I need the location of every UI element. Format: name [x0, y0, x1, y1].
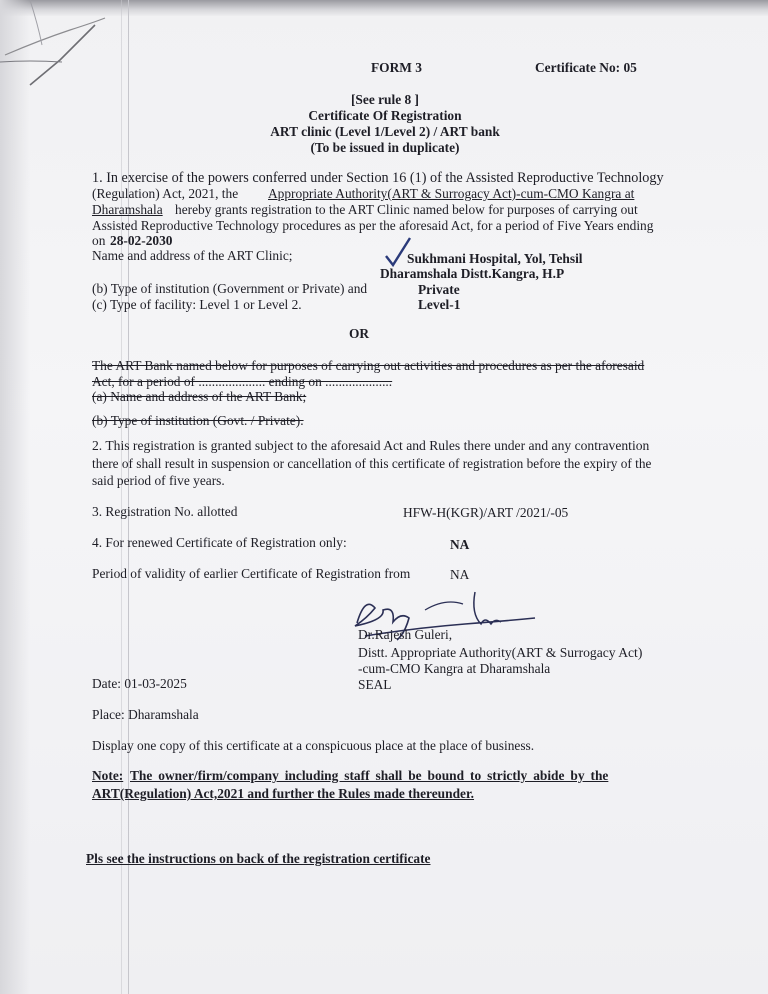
bank-line1: The ART Bank named below for purposes of carrying out activities and procedures as per the aforesaid	[92, 358, 645, 373]
margin-line	[128, 0, 129, 994]
para1-line3b: hereby grants registration to the ART Clinic named below for purposes of carrying out	[175, 202, 638, 217]
registration-number: HFW-H(KGR)/ART /2021/-05	[403, 505, 569, 520]
issue-date: Date: 01-03-2025	[92, 676, 187, 691]
signatory-designation: Distt. Appropriate Authority(ART & Surrogacy Act)	[358, 645, 643, 660]
authority-place: Dharamshala	[92, 202, 163, 217]
institution-value: Private	[418, 282, 460, 297]
or-separator: OR	[349, 326, 370, 341]
clinic-name-value: Sukhmani Hospital, Yol, Tehsil	[407, 251, 583, 266]
display-instruction: Display one copy of this certificate at a conspicuous place at the place of business.	[92, 738, 535, 753]
clinic-name-label: Name and address of the ART Clinic;	[92, 248, 293, 263]
para2-line3: said period of five years.	[92, 473, 225, 488]
para1-line1: 1. In exercise of the powers conferred under Section 16 (1) of the Assisted Reproductive Technology	[92, 170, 664, 186]
rule-reference: [See rule 8 ]	[350, 92, 420, 107]
binding-thread-mark	[0, 0, 120, 110]
note-line1: The owner/firm/company including staff shall be bound to strictly abide by the	[130, 768, 609, 783]
para2-line1: 2. This registration is granted subject to the aforesaid Act and Rules there under and any contravention	[92, 438, 650, 453]
note-label: Note:	[92, 768, 124, 783]
issue-place: Place: Dharamshala	[92, 707, 199, 722]
duplicate-note: (To be issued in duplicate)	[310, 140, 460, 155]
facility-label: (c) Type of facility: Level 1 or Level 2.	[92, 297, 302, 312]
para1-line2a: (Regulation) Act, 2021, the	[92, 186, 239, 201]
certificate-subtitle: ART clinic (Level 1/Level 2) / ART bank	[270, 124, 500, 139]
facility-value: Level-1	[418, 297, 461, 312]
back-instructions: Pls see the instructions on back of the registration certificate	[86, 851, 431, 866]
certificate-number: Certificate No: 05	[535, 60, 637, 75]
note-line2: ART(Regulation) Act,2021 and further the Rules made thereunder.	[92, 786, 475, 801]
validity-label: Period of validity of earlier Certificate of Registration from	[92, 566, 411, 581]
bank-institution-label: (b) Type of institution (Govt. / Private).	[92, 413, 304, 428]
validity-value: NA	[450, 567, 470, 582]
bank-line2: Act, for a period of .................... ending on ....................	[92, 374, 393, 389]
signatory-office: -cum-CMO Kangra at Dharamshala	[358, 661, 551, 676]
scan-left-shadow	[0, 0, 30, 994]
para2-line2: there of shall result in suspension or cancellation of this certificate of registration before the expiry of the	[92, 456, 652, 471]
renewed-value: NA	[450, 537, 470, 552]
institution-label: (b) Type of institution (Government or Private) and	[92, 281, 368, 296]
para1-line4: Assisted Reproductive Technology procedures as per the aforesaid Act, for a period of Five Years ending	[92, 218, 654, 233]
authority-name: Appropriate Authority(ART & Surrogacy Act)-cum-CMO Kangra at	[268, 186, 635, 201]
para1-on: on	[92, 233, 106, 248]
signatory-name: Dr.Rajesh Guleri,	[358, 627, 453, 642]
certificate-title: Certificate Of Registration	[308, 108, 462, 123]
seal-label: SEAL	[358, 677, 392, 692]
renewed-label: 4. For renewed Certificate of Registration only:	[92, 535, 347, 550]
bank-name-label: (a) Name and address of the ART Bank;	[92, 389, 307, 404]
clinic-address-value: Dharamshala Distt.Kangra, H.P	[380, 266, 565, 281]
registration-end-date: 28-02-2030	[110, 233, 173, 248]
margin-line	[121, 0, 122, 994]
registration-label: 3. Registration No. allotted	[92, 504, 238, 519]
form-number: FORM 3	[371, 60, 422, 75]
